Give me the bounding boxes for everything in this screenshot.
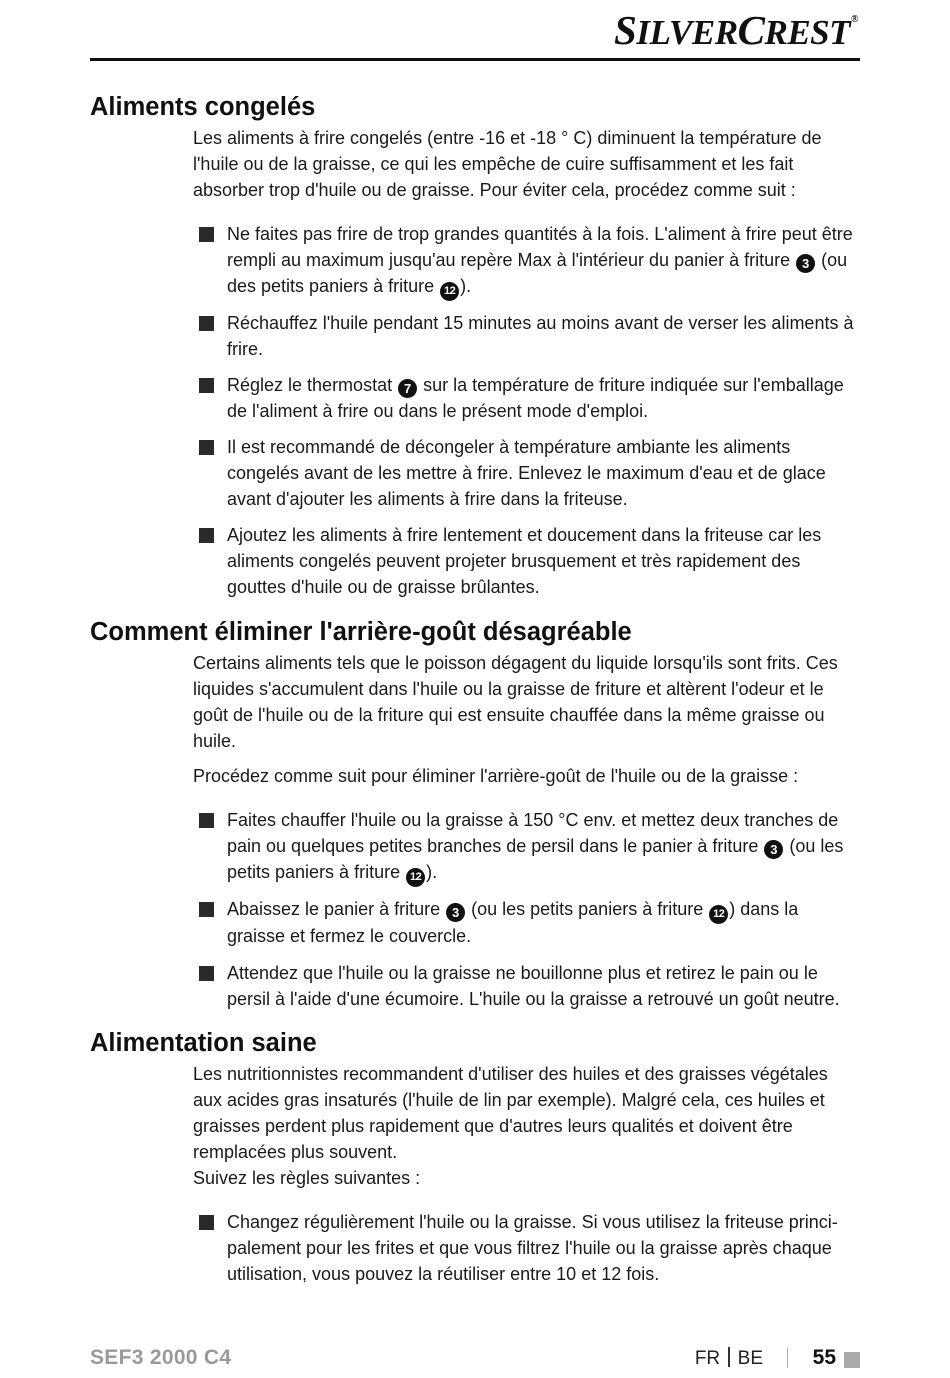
list-item: Il est recommandé de décongeler à température ambiante les aliments congelés avant de les mettre à frire. Enlevez le maximum d'eau et de glace avant d'ajouter les aliments à frire dans la friteuse. — [90, 435, 860, 513]
bullet-square-icon — [199, 1215, 214, 1230]
list-item: Attendez que l'huile ou la graisse ne bouillonne plus et retirez le pain ou le persil à l'aide d'une écumoire. L'huile ou la graisse a retrouvé un goût neutre. — [90, 961, 860, 1013]
bullet-square-icon — [199, 966, 214, 981]
list-item: Ajoutez les aliments à frire lentement et doucement dans la friteuse car les aliments congelés peuvent projeter brusquement et très rapidement des gouttes d'huile ou de graisse brûlantes. — [90, 523, 860, 601]
list-item: Réglez le thermostat 7 sur la température de friture indiquée sur l'emballage de l'aliment à frire ou dans le présent mode d'emploi. — [90, 373, 860, 425]
page-content — [90, 88, 860, 1298]
bullet-square-icon — [199, 902, 214, 917]
bullet-list — [90, 1210, 860, 1288]
part-number-badge: 7 — [398, 379, 417, 398]
section-arriere-gout — [90, 613, 860, 1013]
section-heading: Aliments congelés — [90, 93, 316, 121]
bullet-square-icon — [199, 378, 214, 393]
model-number: SEF3 2000 C4 — [90, 1346, 232, 1369]
bullet-square-icon — [199, 813, 214, 828]
section-alimentation-saine — [90, 1024, 860, 1287]
header-rule — [90, 58, 860, 61]
section-paragraph: Procédez comme suit pour éliminer l'arrière-goût de l'huile ou de la graisse : — [193, 766, 799, 787]
list-item: Abaissez le panier à friture 3 (ou les petits paniers à friture 12 ) dans la graisse et fermez le couvercle. — [90, 897, 860, 950]
section-heading: Alimentation saine — [90, 1029, 317, 1058]
page-marker-square-icon — [844, 1352, 860, 1368]
section-heading: Comment éliminer l'arrière-goût désagréable — [90, 617, 632, 646]
page-number: 55 — [812, 1346, 836, 1369]
section-paragraph: Certains aliments tels que le poisson dégagent du liquide lorsqu'ils sont frits. Ces liquides s'accumulent dans l'huile ou la graisse de friture et altèrent l'odeur et le goût de l'huile ou de la friture qui est ensuite chauffée dans la même graisse ou huile. — [193, 652, 838, 751]
bullet-list — [90, 222, 860, 601]
section-paragraph: Les aliments à frire congelés (entre -16 et -18 ° C) diminuent la température de l'huile ou de la graisse, ce qui les empêche de cuire suffisamment et les fait absorber trop d'huile ou de graisse. Pour éviter cela, procédez comme suit : — [193, 128, 822, 200]
language-codes: FR BE — [694, 1348, 763, 1369]
section-paragraph: Suivez les règles suivantes : — [193, 1168, 421, 1189]
list-item: Ne faites pas frire de trop grandes quantités à la fois. L'aliment à frire peut être rempli au maximum jusqu'au repère Max à l'intérieur du panier à friture 3 (ou des petits paniers à friture 12 ). — [90, 222, 860, 301]
part-number-badge: 3 — [796, 254, 815, 273]
brand-logo: SILVERCREST® — [614, 7, 858, 53]
part-number-badge: 12 — [406, 868, 425, 887]
list-item: Changez régulièrement l'huile ou la graisse. Si vous utilisez la friteuse princi-palement pour les frites et que vous filtrez l'huile ou la graisse après chaque utilisation, vous pouvez la réutiliser entre 10 et 12 fois. — [90, 1210, 860, 1288]
list-item: Faites chauffer l'huile ou la graisse à 150 °C env. et mettez deux tranches de pain ou quelques petites branches de persil dans le panier à friture 3 (ou les petits paniers à friture 12 ). — [90, 808, 860, 887]
page-footer — [90, 1346, 860, 1378]
language-divider — [728, 1347, 730, 1367]
part-number-badge: 12 — [440, 282, 459, 301]
list-item: Réchauffez l'huile pendant 15 minutes au moins avant de verser les aliments à frire. — [90, 311, 860, 363]
part-number-badge: 3 — [764, 840, 783, 859]
bullet-square-icon — [199, 316, 214, 331]
bullet-list — [90, 808, 860, 1012]
part-number-badge: 3 — [446, 903, 465, 922]
bullet-square-icon — [199, 227, 214, 242]
part-number-badge: 12 — [709, 905, 728, 924]
section-aliments-congeles — [90, 88, 860, 601]
bullet-square-icon — [199, 440, 214, 455]
section-paragraph: Les nutritionnistes recommandent d'utiliser des huiles et des graisses végétales aux acides gras insaturés (l'huile de lin par exemple). Malgré cela, ces huiles et graisses perdent plus rapidement que d'autres leurs qualités et doivent être remplacées plus souvent. — [193, 1064, 828, 1163]
footer-divider — [787, 1348, 788, 1368]
bullet-square-icon — [199, 528, 214, 543]
